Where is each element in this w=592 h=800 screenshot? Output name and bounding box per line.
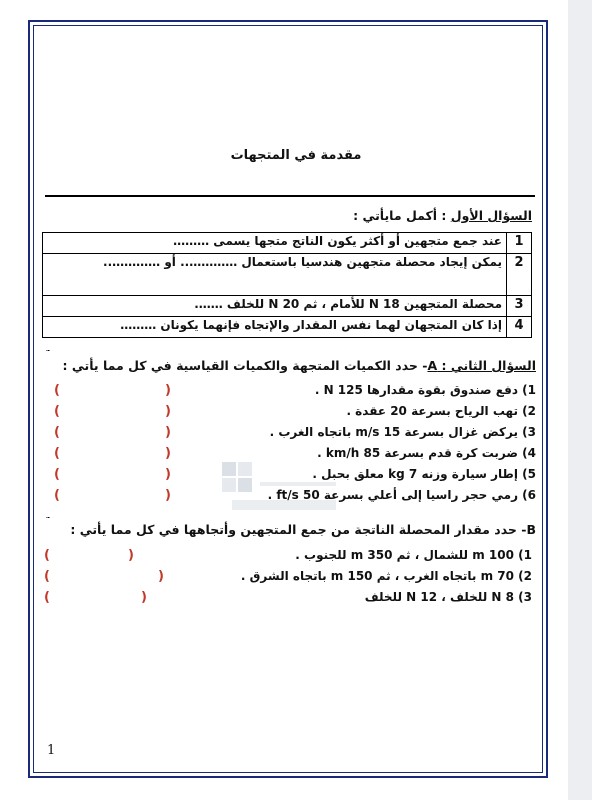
- question-2-instruction: - حدد الكميات المتجهة والكميات القياسية في كل مما يأتي :: [62, 358, 428, 373]
- answer-open-paren: (: [158, 569, 164, 584]
- viewer-side-strip: [568, 0, 592, 800]
- row-number: 4: [507, 317, 532, 338]
- item-text: 5) إطار سيارة وزنه kg 7 معلق بحبل .: [312, 467, 536, 481]
- row-text: إذا كان المتجهان لهما نفس المقدار والإتجاه فإنهما يكونان ………: [43, 317, 507, 338]
- answer-open-paren: (: [141, 590, 147, 605]
- answer-close-paren: ): [54, 425, 60, 440]
- list-item: [46, 380, 536, 401]
- answer-close-paren: ): [54, 404, 60, 419]
- row-text: عند جمع متجهين أو أكثر يكون الناتج متجها يسمى ………: [43, 233, 507, 254]
- question-2-label: السؤال الثاني : A: [427, 358, 536, 373]
- question-2b-items: [42, 545, 532, 608]
- dotted-separator: [45, 343, 535, 351]
- question-2b-instruction: - حدد مقدار المحصلة الناتجة من جمع المتجهين وأتجاهها في كل مما يأتي :: [70, 522, 527, 537]
- row-number: 1: [507, 233, 532, 254]
- answer-close-paren: ): [54, 488, 60, 503]
- item-text: 2) تهب الرياح بسرعة 20 عقدة .: [346, 404, 536, 418]
- row-text: يمكن إيجاد محصلة متجهين هندسيا باستعمال ………….. أو …………..: [43, 254, 507, 296]
- row-text: محصلة المتجهين N 18 للأمام ، ثم N 20 للخلف …….: [43, 296, 507, 317]
- table-row: [43, 296, 532, 317]
- item-text: 2) m 70 باتجاه الغرب ، ثم m 150 باتجاه الشرق .: [240, 569, 532, 583]
- row-number: 3: [507, 296, 532, 317]
- question-1-table: [42, 232, 532, 338]
- answer-open-paren: (: [165, 467, 171, 482]
- item-text: 3) يركض غزال بسرعة m/s 15 باتجاه الغرب .: [269, 425, 536, 439]
- answer-close-paren: ): [44, 590, 50, 605]
- answer-open-paren: (: [165, 488, 171, 503]
- row-number: 2: [507, 254, 532, 296]
- answer-close-paren: ): [54, 383, 60, 398]
- question-1-heading: [353, 208, 532, 223]
- item-text: 1) m 100 للشمال ، ثم m 350 للجنوب .: [295, 548, 532, 562]
- answer-open-paren: (: [165, 446, 171, 461]
- document-title: مقدمة في المتجهات: [230, 148, 362, 163]
- item-text: 3) N 8 للخلف ، N 12 للخلف: [364, 590, 532, 604]
- answer-open-paren: (: [165, 383, 171, 398]
- table-row: [43, 233, 532, 254]
- answer-close-paren: ): [44, 569, 50, 584]
- list-item: [46, 422, 536, 443]
- answer-close-paren: ): [44, 548, 50, 563]
- list-item: [42, 545, 532, 566]
- list-item: [42, 566, 532, 587]
- watermark-logo: [212, 456, 342, 522]
- page-number: 1: [47, 743, 56, 758]
- answer-open-paren: (: [165, 404, 171, 419]
- title-divider: [45, 195, 535, 197]
- answer-close-paren: ): [54, 446, 60, 461]
- table-row: [43, 317, 532, 338]
- table-row: [43, 254, 532, 296]
- question-2b-label: B: [526, 522, 536, 537]
- answer-close-paren: ): [54, 467, 60, 482]
- answer-open-paren: (: [165, 425, 171, 440]
- answer-open-paren: (: [128, 548, 134, 563]
- question-2-heading: [63, 358, 536, 373]
- list-item: [42, 587, 532, 608]
- list-item: [46, 401, 536, 422]
- question-2b-heading: [70, 522, 536, 537]
- question-1-label: السؤال الأول: [450, 208, 532, 223]
- item-text: 4) ضربت كرة قدم بسرعة km/h 85 .: [317, 446, 536, 460]
- item-text: 6) رمي حجر راسيا إلى أعلي بسرعة ft/s 50 .: [267, 488, 536, 502]
- item-text: 1) دفع صندوق بقوة مقدارها N 125 .: [314, 383, 536, 397]
- question-1-instruction: : أكمل مايأتي :: [353, 208, 451, 223]
